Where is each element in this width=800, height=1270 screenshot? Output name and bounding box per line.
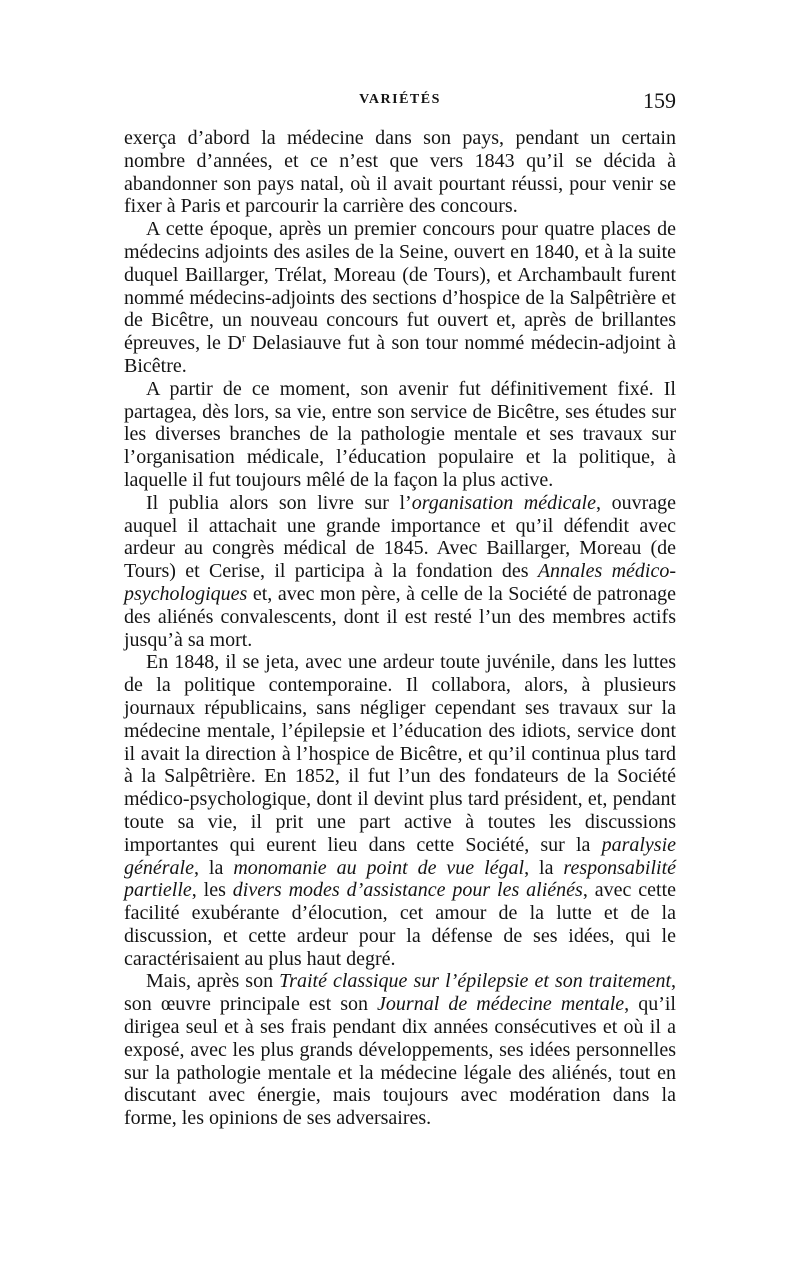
text-run: , la <box>524 856 564 879</box>
emphasized-title: paralysie générale <box>124 833 676 879</box>
superscript: r <box>241 330 246 345</box>
text-run: Mais, après son <box>146 970 280 993</box>
text-run: Il publia alors son livre sur l’ <box>146 491 412 514</box>
emphasized-title: divers modes d’assistance pour les aliénés <box>232 879 583 902</box>
text-run: A cette époque, après un premier concours pour quatre places de médecins adjoints des asiles de la Seine, ouvert en 1840, et à la suite duquel Baillarger, Trélat, Moreau (de Tours), et Archambault furent nommé médecins-adjoints des sections d’hospice de la Salpêtrière et de Bicêtre, un nouveau concours fut ouvert et, après de brillantes épreuves, le D <box>124 218 676 355</box>
text-run: Delasiauve fut à son tour nommé médecin-adjoint à Bicêtre. <box>124 332 676 377</box>
body-text <box>124 127 676 1130</box>
text-run: exerça d’abord la médecine dans son pays, pendant un certain nombre d’années, et ce n’est que vers 1843 qu’il se décida à abandonner son pays natal, où il avait pourtant réussi, pour venir se fixer à Paris et parcourir la carrière des concours. <box>124 127 676 218</box>
text-run: , son œuvre principale est son <box>124 970 676 1016</box>
text-run: et, avec mon père, à celle de la Société de patronage des aliénés convalescents, dont il est resté l’un des membres actifs jusqu’à sa mort. <box>124 582 676 651</box>
emphasized-title: organisation médicale <box>411 491 596 514</box>
emphasized-title: monomanie au point de vue légal <box>233 856 525 879</box>
emphasized-title: Journal de médecine mentale <box>377 993 625 1016</box>
text-run: , les <box>191 879 233 902</box>
paragraph <box>124 127 676 218</box>
text-run: , la <box>193 856 234 879</box>
page-number: 159 <box>643 88 676 113</box>
paragraph <box>124 651 676 970</box>
text-run: En 1848, il se jeta, avec une ardeur toute juvénile, dans les luttes de la politique contemporaine. Il collabora, alors, à plusieurs journaux républicains, sans négliger cependant ses travaux sur la médecine mentale, l’épilepsie et l’éducation des idiots, service dont il avait la direction à l’hospice de Bicêtre, et qu’il continua plus tard à la Salpêtrière. En 1852, il fut l’un des fondateurs de la Société médico-psychologique, dont il devint plus tard président, et, pendant toute sa vie, il prit une part active à toutes les discussions importantes qui eurent lieu dans cette Société, sur la <box>124 651 676 856</box>
text-run: , avec cette facilité exubérante d’élocution, cet amour de la lutte et de la discussion, et cette ardeur pour la défense de ses idées, qui le caractérisaient au plus haut degré. <box>124 879 677 970</box>
emphasized-title: Traité classique sur l’épilepsie et son traitement <box>279 970 671 993</box>
text-run: , ouvrage auquel il attachait une grande importance et qu’il défendit avec ardeur au congrès médical de 1845. Avec Baillarger, Moreau (de Tours) et Cerise, il participa à la fondation des <box>124 491 677 583</box>
paragraph <box>124 970 676 1130</box>
emphasized-title: responsabilité partielle <box>124 856 677 902</box>
paragraph <box>124 378 676 492</box>
text-run: , qu’il dirigea seul et à ses frais pendant dix années consécutives et où il a exposé, avec les plus grands développements, ses idées personnelles sur la pathologie mentale et la médecine légale des aliénés, tout en discutant avec énergie, mais toujours avec modération dans la forme, les opinions de ses adversaires. <box>124 993 676 1130</box>
emphasized-title: Annales médico-psychologiques <box>124 560 676 605</box>
running-title: VARIÉTÉS <box>359 92 441 107</box>
text-run: A partir de ce moment, son avenir fut définitivement fixé. Il partagea, dès lors, sa vie, entre son service de Bicêtre, ses études sur les diverses branches de la pathologie mentale et ses travaux sur l’organisation médicale, l’éducation populaire et la politique, à laquelle il fut toujours mêlé de la façon la plus active. <box>124 377 676 491</box>
paragraph <box>124 218 676 378</box>
running-head <box>124 88 676 118</box>
paragraph <box>124 492 676 652</box>
